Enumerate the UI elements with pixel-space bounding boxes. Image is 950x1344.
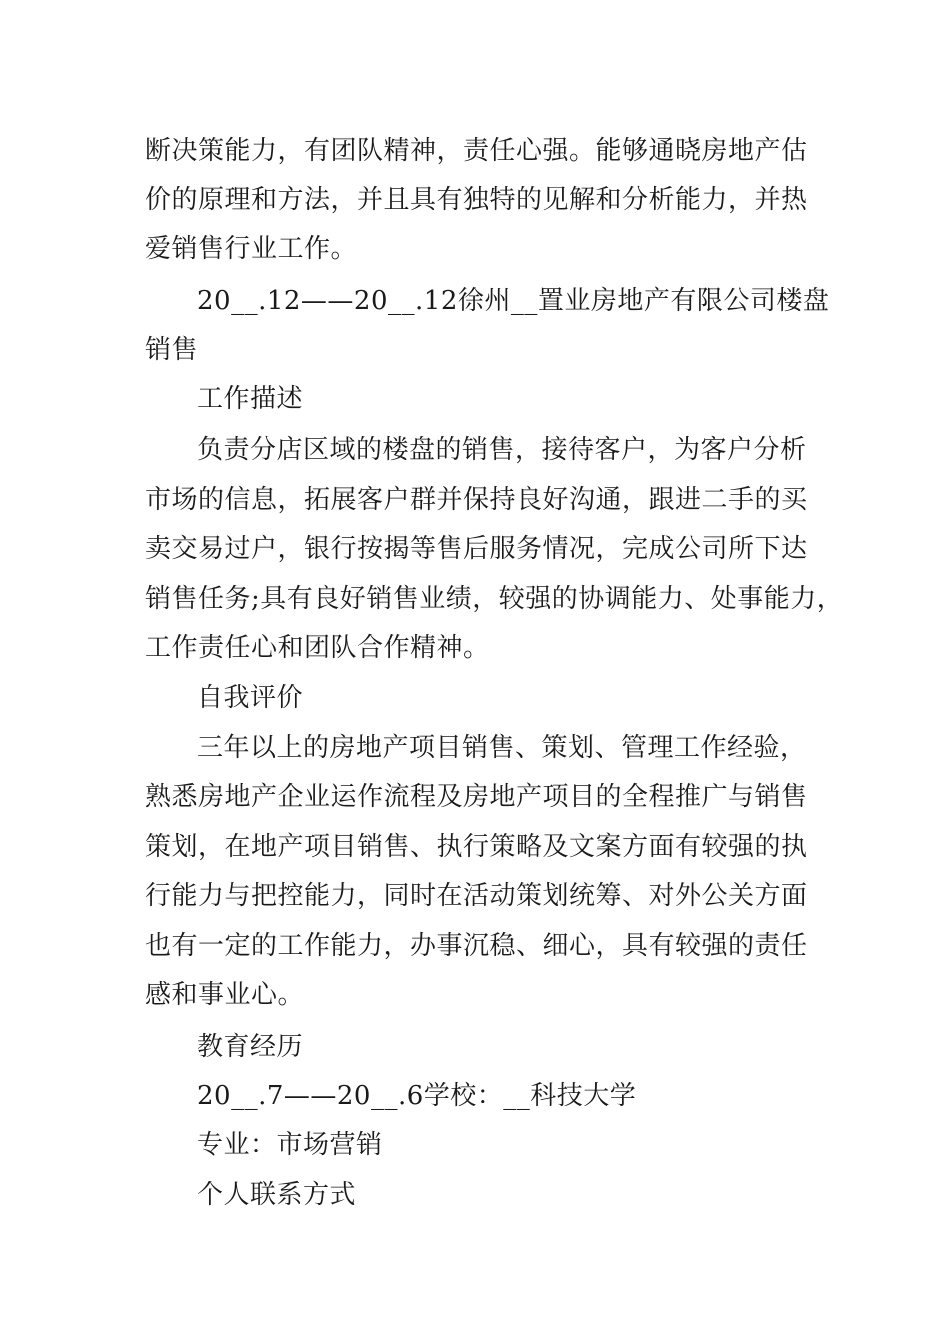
paragraph-line: 价的原理和方法，并且具有独特的见解和分析能力，并热 bbox=[145, 185, 808, 215]
section-heading-education: 教育经历 bbox=[197, 1032, 304, 1062]
paragraph-line: 负责分店区域的楼盘的销售，接待客户，为客户分析 bbox=[197, 435, 807, 465]
paragraph-line: 销售任务;具有良好销售业绩，较强的协调能力、处事能力， bbox=[145, 584, 844, 614]
paragraph-line: 熟悉房地产企业运作流程及房地产项目的全程推广与销售 bbox=[145, 782, 808, 812]
paragraph-line: 爱销售行业工作。 bbox=[145, 234, 358, 264]
paragraph-line: 三年以上的房地产项目销售、策划、管理工作经验， bbox=[197, 733, 807, 763]
paragraph-line: 工作责任心和团队合作精神。 bbox=[145, 633, 490, 663]
paragraph-line: 也有一定的工作能力，办事沉稳、细心，具有较强的责任 bbox=[145, 931, 808, 961]
paragraph-line: 卖交易过户，银行按揭等售后服务情况，完成公司所下达 bbox=[145, 534, 808, 564]
paragraph-line: 策划，在地产项目销售、执行策略及文案方面有较强的执 bbox=[145, 832, 808, 862]
section-heading-self-evaluation: 自我评价 bbox=[197, 683, 304, 713]
education-major-line: 专业：市场营销 bbox=[197, 1130, 383, 1160]
paragraph-line: 感和事业心。 bbox=[145, 980, 305, 1010]
paragraph-line: 市场的信息，拓展客户群并保持良好沟通，跟进二手的买 bbox=[145, 485, 808, 515]
job-period-line: 销售 bbox=[145, 335, 199, 365]
education-period-line: 20__.7——20__.6学校：__科技大学 bbox=[197, 1081, 637, 1111]
paragraph-line: 行能力与把控能力，同时在活动策划统筹、对外公关方面 bbox=[145, 881, 808, 911]
section-heading-contact: 个人联系方式 bbox=[197, 1180, 357, 1210]
job-period-line: 20__.12——20__.12徐州__置业房地产有限公司楼盘 bbox=[197, 286, 830, 316]
paragraph-line: 断决策能力，有团队精神，责任心强。能够通晓房地产估 bbox=[145, 136, 808, 166]
section-heading-work-description: 工作描述 bbox=[197, 384, 304, 414]
